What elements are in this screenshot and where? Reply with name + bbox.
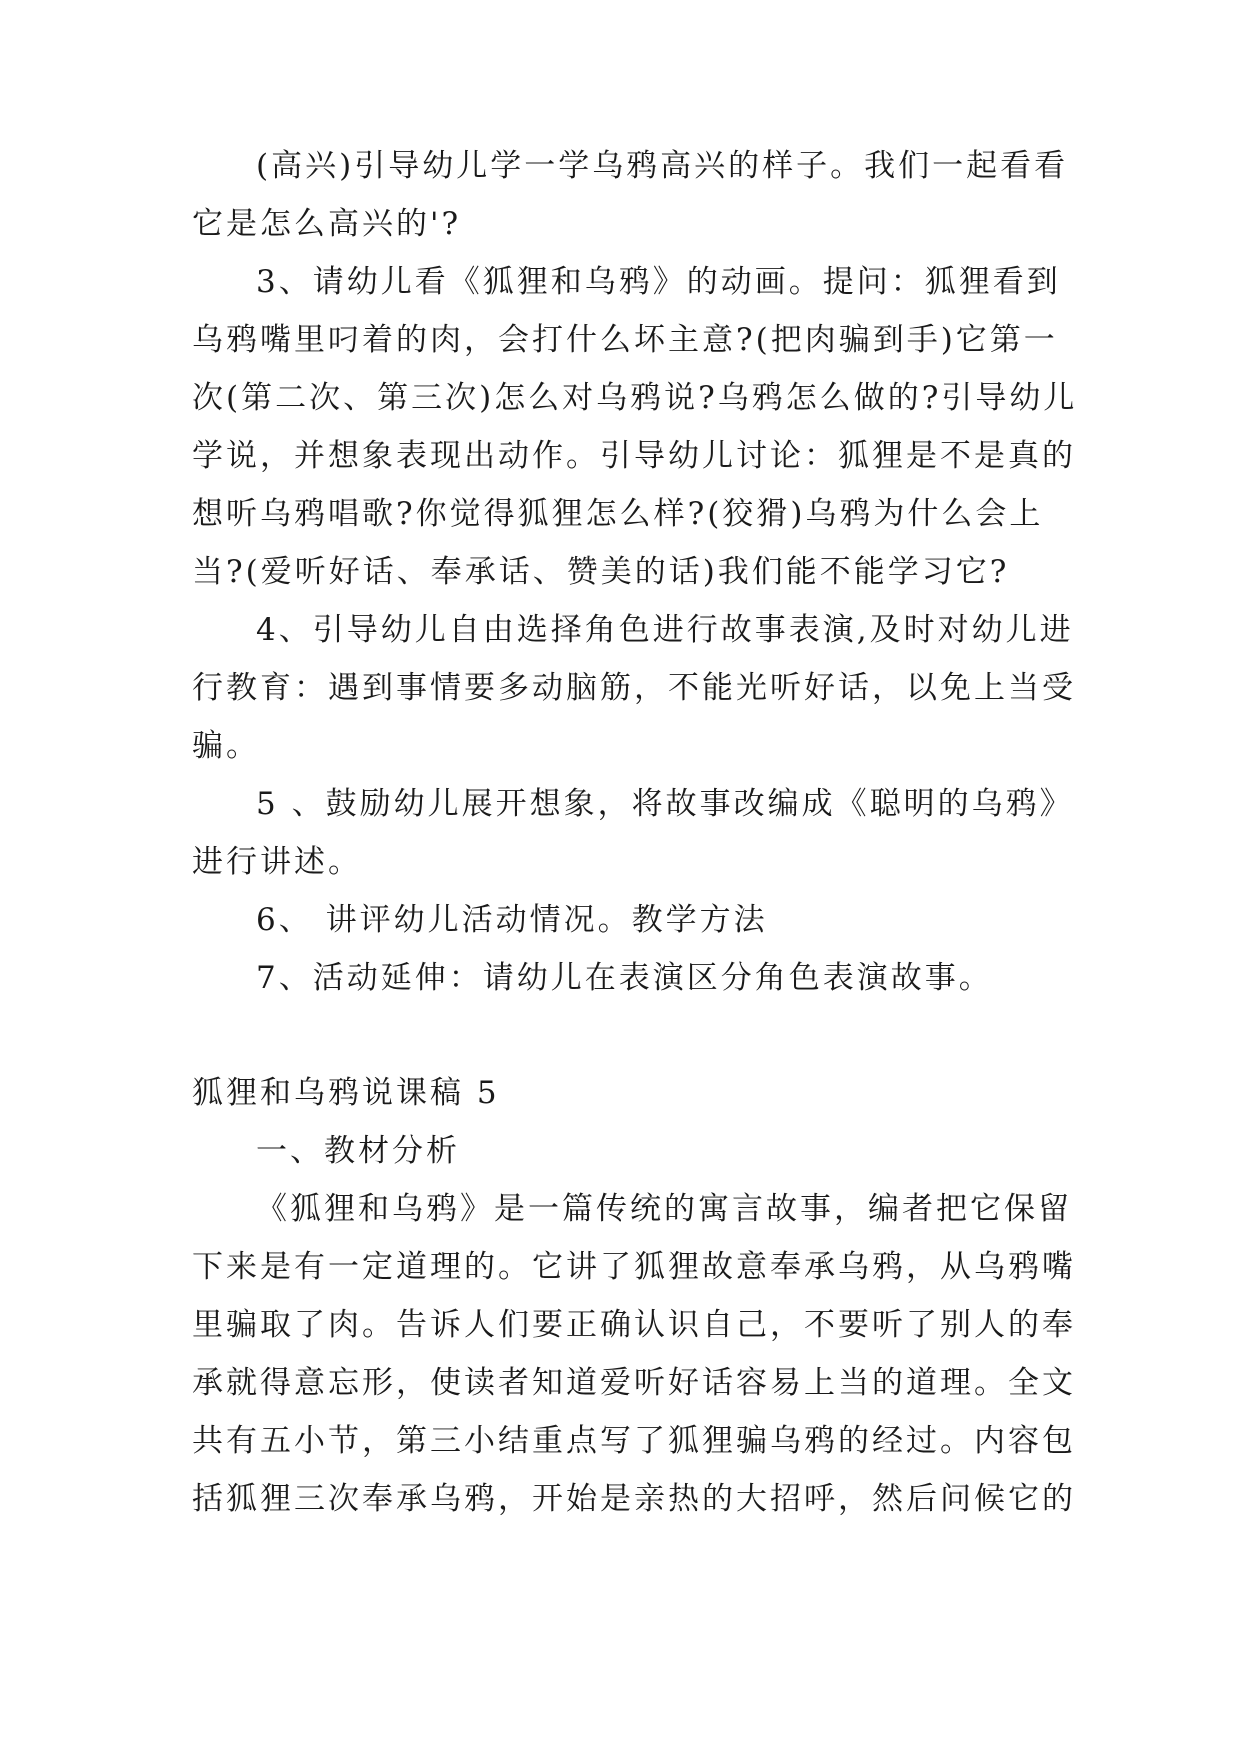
paragraph-line: 4、引导幼儿自由选择角色进行故事表演,及时对幼儿进 <box>256 612 1074 648</box>
paragraph-line: 括狐狸三次奉承乌鸦，开始是亲热的大招呼，然后问候它的 <box>192 1481 1076 1517</box>
paragraph-line: 想听乌鸦唱歌?你觉得狐狸怎么样?(狡猾)乌鸦为什么会上 <box>192 496 1044 532</box>
paragraph-line: 里骗取了肉。告诉人们要正确认识自己，不要听了别人的奉 <box>192 1307 1076 1343</box>
paragraph-line: 承就得意忘形，使读者知道爱听好话容易上当的道理。全文 <box>192 1365 1076 1401</box>
paragraph-line: 次(第二次、第三次)怎么对乌鸦说?乌鸦怎么做的?引导幼儿 <box>192 380 1078 416</box>
paragraph-line: 7、活动延伸：请幼儿在表演区分角色表演故事。 <box>256 960 993 996</box>
paragraph-line: 共有五小节，第三小结重点写了狐狸骗乌鸦的经过。内容包 <box>192 1423 1076 1459</box>
section-2-body <box>192 1122 1076 1528</box>
paragraph-line: 进行讲述。 <box>192 844 362 880</box>
subheading: 一、教材分析 <box>256 1133 460 1169</box>
section-title: 狐狸和乌鸦说课稿 5 <box>192 1075 500 1111</box>
section-1-body <box>192 137 1078 1007</box>
paragraph-line: 3、请幼儿看《狐狸和乌鸦》的动画。提问：狐狸看到 <box>256 264 1061 300</box>
paragraph-line: 乌鸦嘴里叼着的肉，会打什么坏主意?(把肉骗到手)它第一 <box>192 322 1058 358</box>
paragraph-line: 5 、鼓励幼儿展开想象，将故事改编成《聪明的乌鸦》 <box>256 786 1074 822</box>
paragraph-line: 行教育：遇到事情要多动脑筋，不能光听好话，以免上当受 <box>192 670 1076 706</box>
paragraph-line: 骗。 <box>192 728 260 764</box>
paragraph-line: 它是怎么高兴的'? <box>192 206 462 242</box>
paragraph-line: 当?(爱听好话、奉承话、赞美的话)我们能不能学习它? <box>192 554 1010 590</box>
paragraph-line: 《狐狸和乌鸦》是一篇传统的寓言故事，编者把它保留 <box>256 1191 1072 1227</box>
paragraph-line: 学说，并想象表现出动作。引导幼儿讨论：狐狸是不是真的 <box>192 438 1076 474</box>
paragraph-line: 6、 讲评幼儿活动情况。教学方法 <box>256 902 768 938</box>
paragraph-line: 下来是有一定道理的。它讲了狐狸故意奉承乌鸦，从乌鸦嘴 <box>192 1249 1076 1285</box>
paragraph-line: (高兴)引导幼儿学一学乌鸦高兴的样子。我们一起看看 <box>256 148 1069 184</box>
